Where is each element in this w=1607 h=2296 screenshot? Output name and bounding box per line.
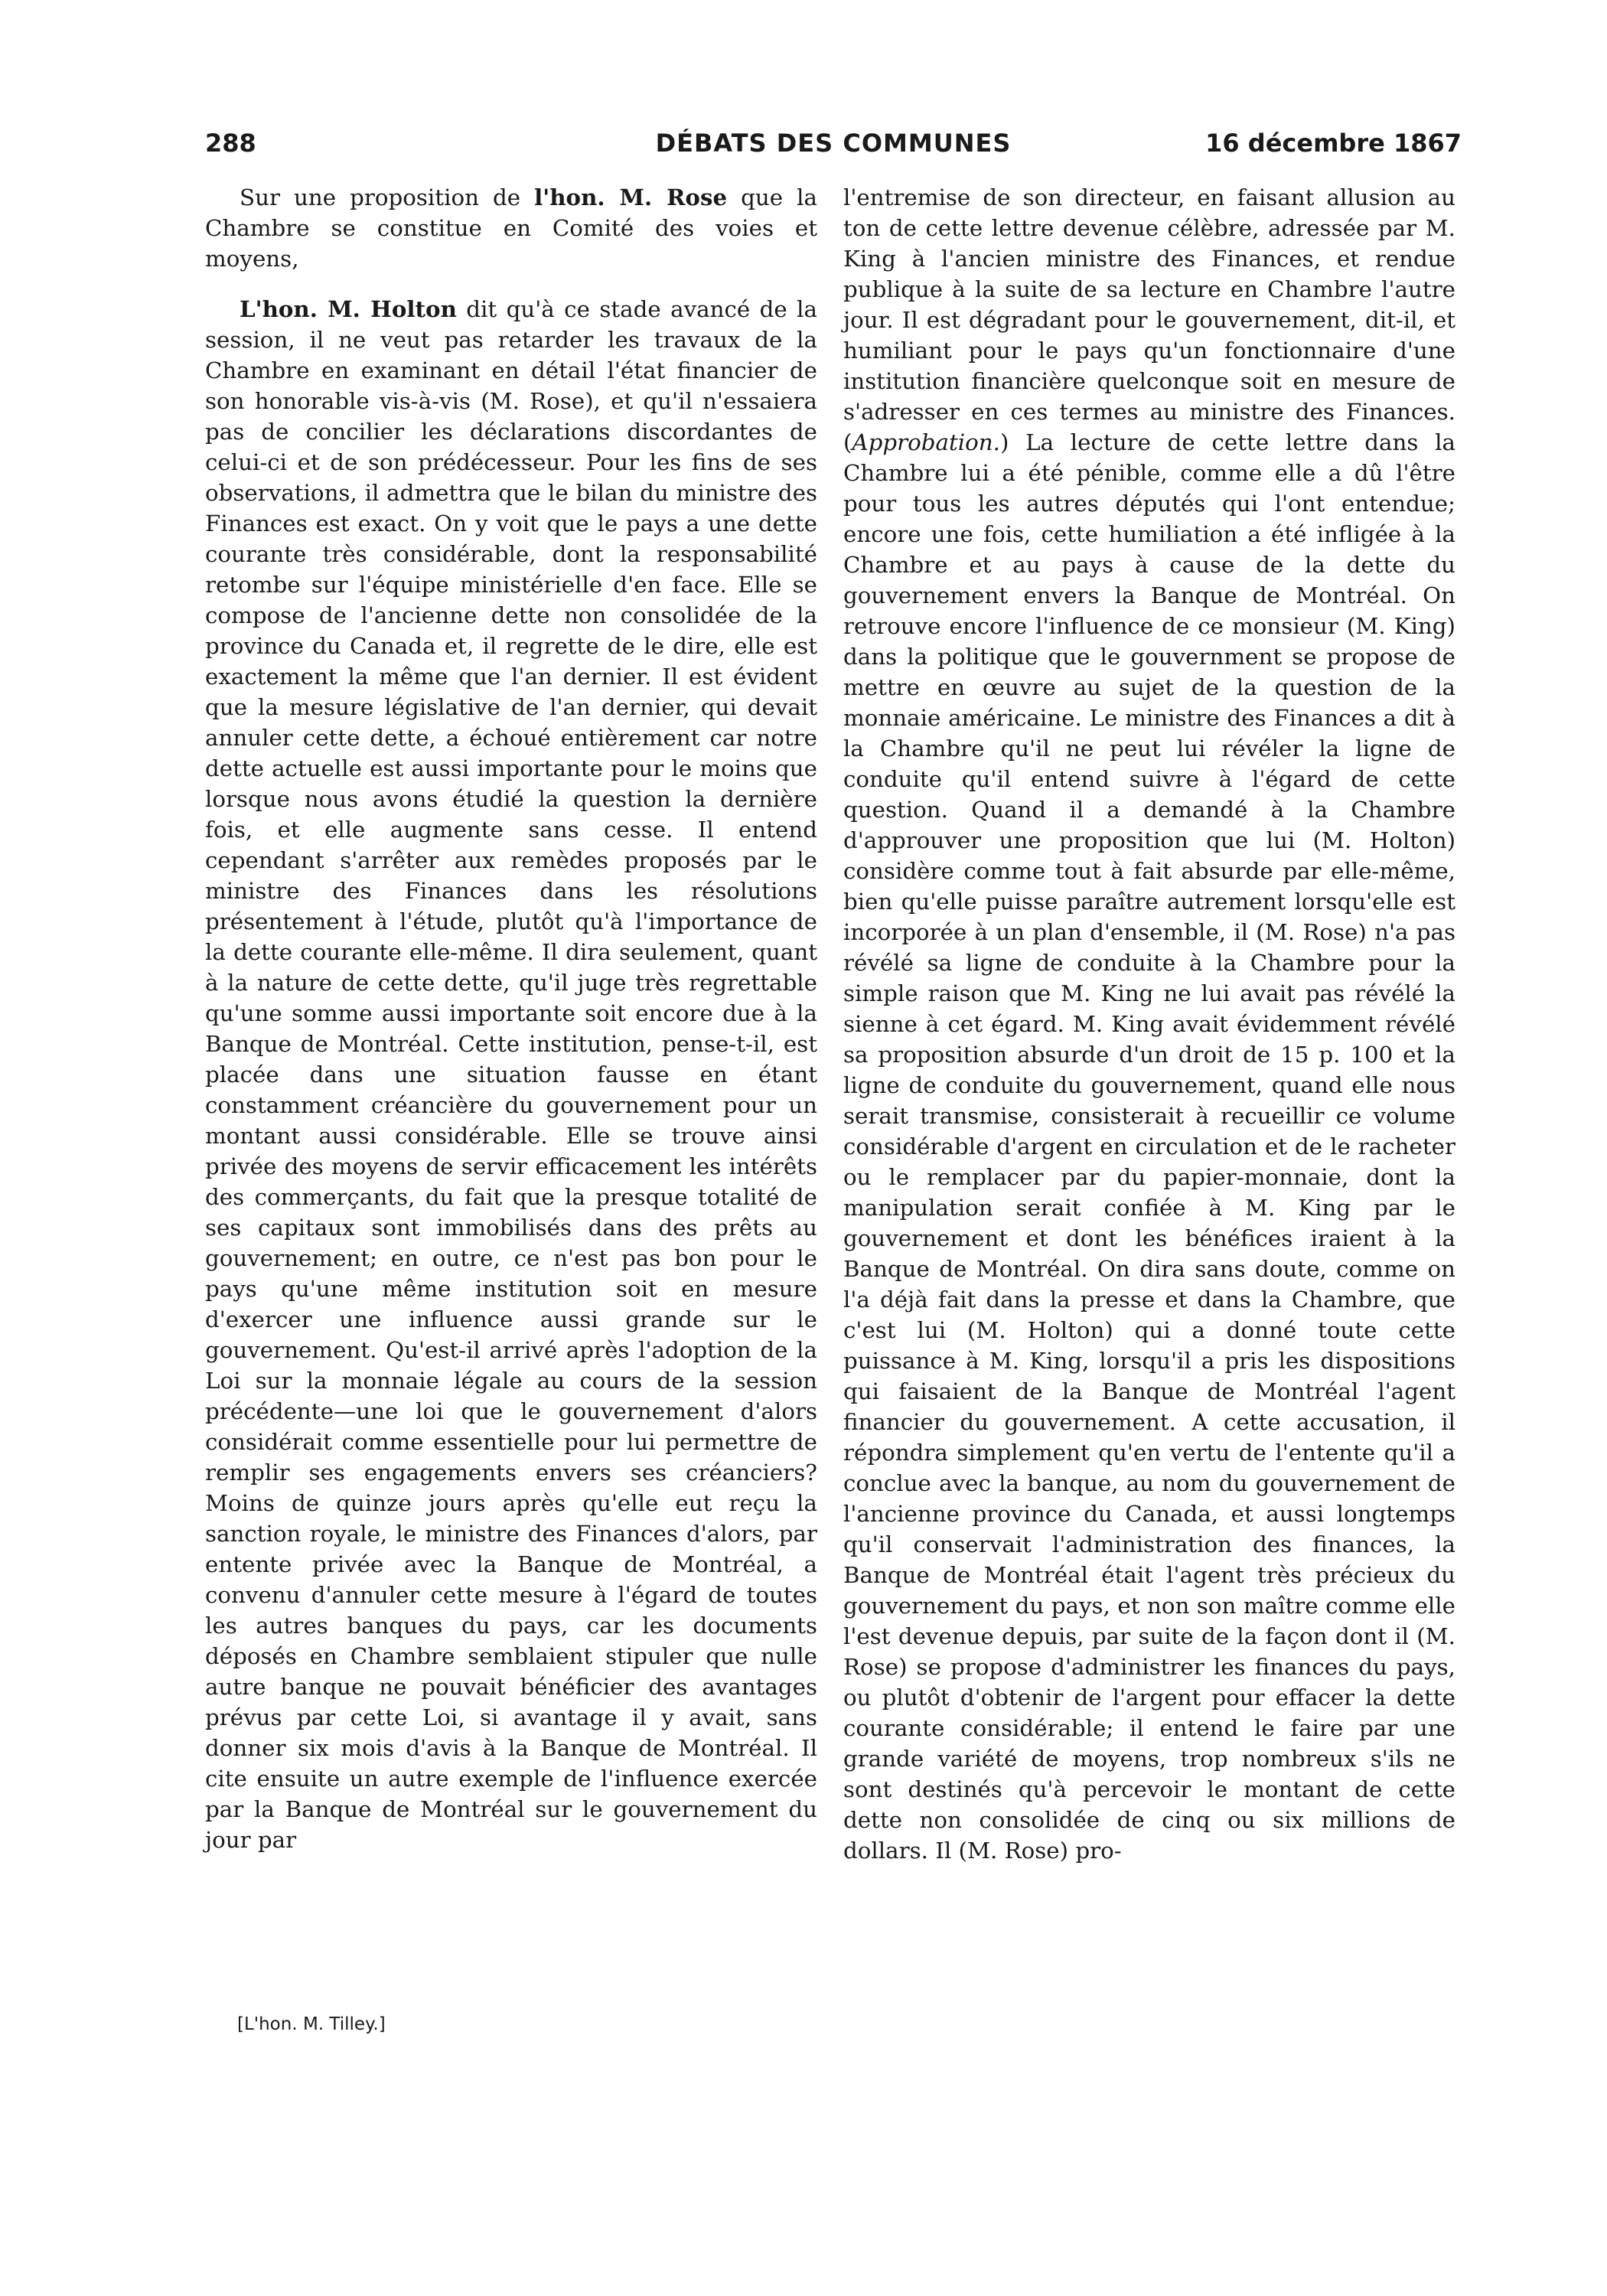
text-span: ) La lecture de cette lettre dans la Chambre lui a été pénible, comme elle a dû l'être pour tous les autres députés qui l'ont entendue; encore une fois, cette humiliation a été infligée à la Chambre et au pays à cause de la dette du gouvernement envers la Banque de Montréal. On retrouve encore l'influence de ce monsieur (M. King) dans la politique que le gouvernment se propose de mettre en œuvre au sujet de la question de la monnaie américaine. Le ministre des Finances a dit à la Chambre qu'il ne peut lui révéler la ligne de conduite qu'il entend suivre à l'égard de cette question. Quand il a demandé à la Chambre d'approuver une proposition que lui (M. Holton) considère comme tout à fait absurde par elle-même, bien qu'elle puisse paraître autrement lorsqu'elle est incorporée à un plan d'ensemble, il (M. Rose) n'a pas révélé sa ligne de conduite à la Chambre pour la simple raison que M. King ne lui avait pas révélé la sienne à cet égard. M. King avait évidemment révélé sa proposition absurde d'un droit de 15 p. 100 et la ligne de conduite du gouvernement, quand elle nous serait transmise, consisterait à recueillir ce volume considérable d'argent en circulation et de le racheter ou le remplacer par du papier-monnaie, dont la manipulation serait confiée à M. King par le gouvernement et dont les bénéfices iraient à la Banque de Montréal. On dira sans doute, comme on l'a déjà fait dans la presse et dans la Chambre, que c'est lui (M. Holton) qui a donné toute cette puissance à M. King, lorsqu'il a pris les dispositions qui faisaient de la Banque de Montréal l'agent financier du gouvernement. A cette accusation, il répondra simplement qu'en vertu de l'entente qu'il a conclue avec la banque, au nom du gouvernement de l'ancienne province du Canada, et aussi longtemps qu'il conservait l'administration des finances, la Banque de Montréal était l'agent très précieux du gouvernement du pays, et non son maître comme elle l'est devenue depuis, par suite de la façon dont il (M. Rose) se propose d'administrer les finances du pays, ou plutôt d'obtenir de l'argent pour effacer la dette courante considérable; il entend le faire par une grande variété de moyens, trop nombreux s'ils ne sont destinés qu'à percevoir le montant de cette dette non consolidée de cinq ou six millions de dollars. Il (M. Rose) pro- xyxy=(843,429,1455,1864)
text-span: l'entremise de son directeur, en faisant allusion au ton de cette lettre devenue célèbre, adressée par M. King à l'ancien ministre des Finances, et rendue publique à la suite de sa lecture en Chambre l'autre jour. Il est dégradant pour le gouvernement, dit-il, et humiliant pour le pays qu'un fonctionnaire d'une institution financière quelconque soit en mesure de s'adresser en ces termes au ministre des Finances. ( xyxy=(843,184,1455,455)
text-span: que la Chambre se constitue en Comité des voies et moyens, xyxy=(205,184,817,272)
right-column xyxy=(843,182,1455,1866)
page-number: 288 xyxy=(205,129,256,158)
page-date: 16 décembre 1867 xyxy=(1205,129,1462,158)
text-span: Sur une proposition de xyxy=(240,184,535,210)
page-header xyxy=(205,129,1462,167)
speaker-name: l'hon. M. Rose xyxy=(534,184,728,210)
paragraph-continuation xyxy=(843,182,1455,1866)
text-span: dit qu'à ce stade avancé de la session, il ne veut pas retarder les travaux de la Chambre en examinant en détail l'état financier de son honorable vis-à-vis (M. Rose), et qu'il n'essaiera pas de concilier les déclarations discordantes de celui-ci et de son prédécesseur. Pour les fins de ses observations, il admettra que le bilan du ministre des Finances est exact. On y voit que le pays a une dette courante très considérable, dont la responsabilité retombe sur l'équipe ministérielle d'en face. Elle se compose de l'ancienne dette non consolidée de la province du Canada et, il regrette de le dire, elle est exactement la même que l'an dernier. Il est évident que la mesure législative de l'an dernier, qui devait annuler cette dette, a échoué entièrement car notre dette actuelle est aussi importante pour le moins que lorsque nous avons étudié la question la dernière fois, et elle augmente sans cesse. Il entend cependant s'arrêter aux remèdes proposés par le ministre des Finances dans les résolutions présentement à l'étude, plutôt qu'à l'importance de la dette courante elle-même. Il dira seulement, quant à la nature de cette dette, qu'il juge très regrettable qu'une somme aussi importante soit encore due à la Banque de Montréal. Cette institution, pense-t-il, est placée dans une situation fausse en étant constamment créancière du gouvernement pour un montant aussi considérable. Elle se trouve ainsi privée des moyens de servir efficacement les intérêts des commerçants, du fait que la presque totalité de ses capitaux sont immobilisés dans des prêts au gouvernement; en outre, ce n'est pas bon pour le pays qu'une même institution soit en mesure d'exercer une influence aussi grande sur le gouvernement. Qu'est-il arrivé après l'adoption de la Loi sur la monnaie légale au cours de la session précédente—une loi que le gouvernement d'alors considérait comme essentielle pour lui permettre de remplir ses engagements envers ses créanciers? Moins de quinze jours après qu'elle eut reçu la sanction royale, le ministre des Finances d'alors, par entente privée avec la Banque de Montréal, a convenu d'annuler cette mesure à l'égard de toutes les autres banques du pays, car les documents déposés en Chambre semblaient stipuler que nulle autre banque ne pouvait bénéficier des avantages prévus par cette Loi, si avantage il y avait, sans donner six mois d'avis à la Banque de Montréal. Il cite ensuite un autre exemple de l'influence exercée par la Banque de Montréal sur le gouvernement du jour par xyxy=(205,296,817,1853)
paragraph-motion xyxy=(205,182,817,274)
interjection: Approbation. xyxy=(852,429,1000,455)
footer-speaker-note: [L'hon. M. Tilley.] xyxy=(237,2014,386,2034)
paragraph-holton-speech xyxy=(205,294,817,1855)
left-column xyxy=(205,182,817,1855)
publication-title: DÉBATS DES COMMUNES xyxy=(655,129,1012,158)
speaker-name: L'hon. M. Holton xyxy=(240,295,457,322)
